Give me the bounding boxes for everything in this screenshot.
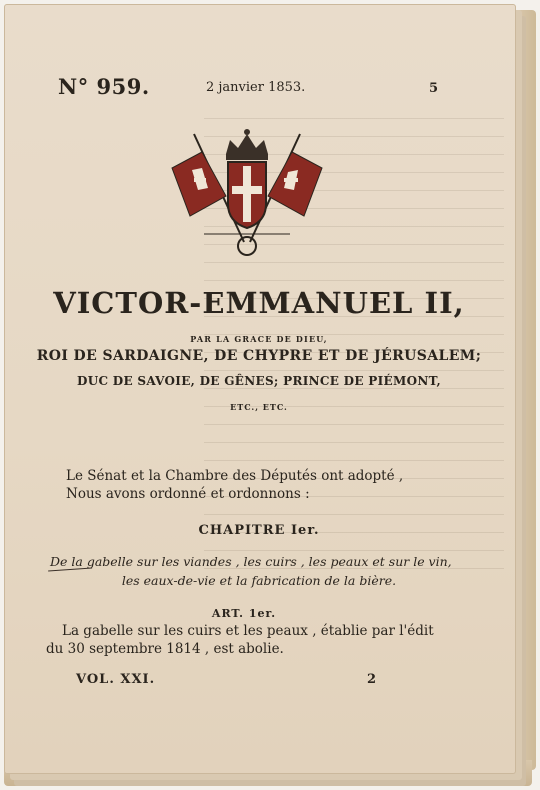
savoy-coat-of-arms-icon <box>164 124 330 264</box>
crown-icon <box>226 129 268 160</box>
grace-line: PAR LA GRACE DE DIEU, <box>190 334 328 344</box>
sovereign-title: VICTOR-EMMANUEL II, <box>53 286 465 320</box>
chapter-title-line-1: De la gabelle sur les viandes , les cuirs , les peaux et sur le vin, <box>50 554 452 569</box>
article-text-line-1: La gabelle sur les cuirs et les peaux , établie par l'édit <box>62 623 434 639</box>
chapter-heading: CHAPITRE Ier. <box>198 523 320 538</box>
chapter-title-line-2: les eaux-de-vie et la fabrication de la bière. <box>121 573 397 588</box>
kingdoms-line: ROI DE SARDAIGNE, DE CHYPRE ET DE JÉRUSALEM; <box>36 348 482 364</box>
article-text-line-2: du 30 septembre 1814 , est abolie. <box>46 641 284 657</box>
shield-icon <box>228 162 266 228</box>
preamble-line-1: Le Sénat et la Chambre des Députés ont adopté , <box>66 468 404 484</box>
article-heading: ART. 1er. <box>211 607 277 620</box>
volume-label: VOL. XXI. <box>76 672 156 687</box>
decree-date: 2 janvier 1853. <box>206 80 306 95</box>
document-page <box>4 4 516 774</box>
signature-mark: 2 <box>367 672 377 687</box>
page-number: 5 <box>429 81 439 96</box>
etc-line: ETC., ETC. <box>230 402 288 412</box>
preamble-line-2: Nous avons ordonné et ordonnons : <box>66 486 310 502</box>
duchies-line: DUC DE SAVOIE, DE GÊNES; PRINCE DE PIÉMONT, <box>77 374 441 388</box>
decree-number: N° 959. <box>58 74 150 99</box>
collar-pendant-icon <box>238 237 256 255</box>
